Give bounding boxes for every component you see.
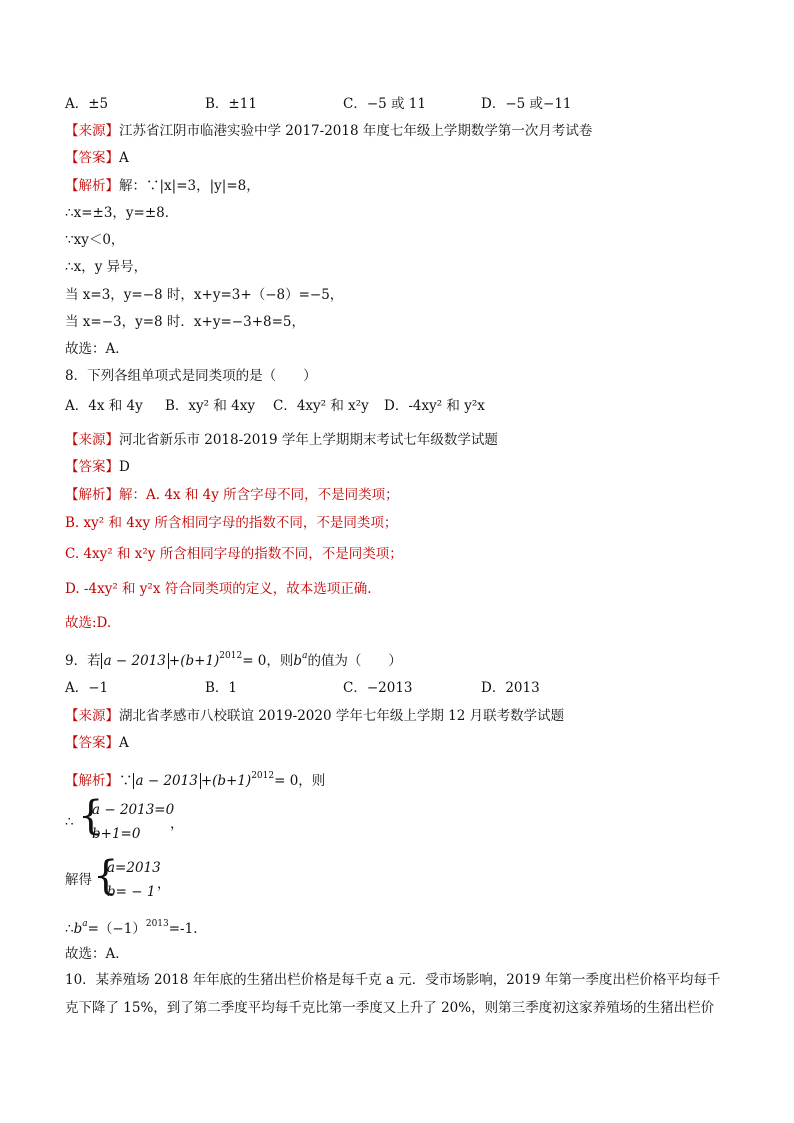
q9-option-a: A．−1 bbox=[65, 680, 109, 696]
q8-option-d: D．-4xy² 和 y²x bbox=[384, 398, 485, 414]
q7-analysis-line-4: ∴x，y 异号， bbox=[65, 259, 148, 275]
analysis-tag: 【解析】 bbox=[65, 773, 119, 789]
q8-option-a: A．4x 和 4y bbox=[65, 398, 143, 414]
analysis-text: 解：A. 4x 和 4y 所含字母不同，不是同类项； bbox=[119, 487, 399, 503]
q9-power-exponent: 2012 bbox=[219, 651, 243, 661]
q7-option-d: D．−5 或−11 bbox=[481, 96, 572, 112]
q7-analysis-line-3: ∵xy＜0， bbox=[65, 232, 125, 248]
q8-analysis-line-2: B. xy² 和 4xy 所含相同字母的指数不同，不是同类项； bbox=[65, 515, 398, 531]
result-base: b bbox=[73, 921, 83, 937]
answer-tag: 【答案】 bbox=[65, 735, 119, 751]
source-text: 河北省新乐市 2018-2019 学年上学期期末考试七年级数学试题 bbox=[119, 432, 498, 448]
q9-stem-prefix: 9．若 bbox=[65, 653, 101, 669]
q9-power-base: +(b+1) bbox=[200, 773, 252, 789]
q7-option-b: B．±11 bbox=[205, 96, 257, 112]
q7-analysis-line-2: ∴x=±3，y=±8． bbox=[65, 205, 179, 221]
q9-sys1-eq1: a − 2013=0 bbox=[92, 802, 175, 818]
answer-tag: 【答案】 bbox=[65, 459, 119, 475]
q7-analysis-line-6: 当 x=−3，y=8 时．x+y=−3+8=5， bbox=[65, 314, 306, 330]
analysis-text: 解：∵|x|=3，|y|=8， bbox=[119, 178, 260, 194]
q9-b-base: b bbox=[293, 653, 303, 669]
source-text: 江苏省江阴市临港实验中学 2017-2018 年度七年级上学期数学第一次月考试卷 bbox=[119, 123, 593, 139]
q9-a-exponent: a bbox=[302, 651, 308, 661]
answer-text: A bbox=[119, 735, 129, 751]
result-exponent-2: 2013 bbox=[145, 919, 169, 929]
q7-analysis-line-1 bbox=[65, 176, 260, 196]
source-tag: 【来源】 bbox=[65, 432, 119, 448]
q9-abs-expression: a − 2013 bbox=[133, 773, 201, 789]
q8-answer bbox=[65, 457, 130, 477]
q9-source bbox=[65, 706, 564, 726]
q8-source bbox=[65, 430, 498, 450]
q9-option-b: B．1 bbox=[205, 680, 238, 696]
answer-text: A bbox=[119, 150, 129, 166]
q10-line-1: 10．某养殖场 2018 年年底的生猪出栏价格是每千克 a 元．受市场影响，2019 年第一季度出栏价格平均每千 bbox=[65, 972, 721, 988]
q7-analysis-line-7: 故选：A． bbox=[65, 341, 129, 357]
q9-sys2-eq1: a=2013 bbox=[107, 860, 161, 876]
q7-source bbox=[65, 121, 592, 141]
q7-answer bbox=[65, 148, 129, 168]
q9-power-exponent: 2012 bbox=[251, 771, 275, 781]
result-tail: =-1. bbox=[168, 921, 198, 937]
therefore-symbol: ∴ bbox=[65, 921, 74, 937]
because-symbol: ∵ bbox=[119, 773, 133, 789]
q9-answer bbox=[65, 733, 129, 753]
left-brace: { bbox=[93, 853, 119, 899]
q8-analysis-line-4: D. -4xy² 和 y²x 符合同类项的定义，故本选项正确. bbox=[65, 581, 372, 597]
left-brace: { bbox=[78, 793, 104, 839]
q9-result bbox=[65, 914, 198, 939]
q9-option-c: C．−2013 bbox=[343, 680, 413, 696]
q8-analysis-line-1 bbox=[65, 485, 399, 505]
q9-final: 故选：A． bbox=[65, 946, 129, 962]
q9-analysis-line-1 bbox=[65, 766, 326, 791]
answer-tag: 【答案】 bbox=[65, 150, 119, 166]
q8-option-b: B．xy² 和 4xy bbox=[165, 398, 255, 414]
q8-option-c: C．4xy² 和 x²y bbox=[273, 398, 369, 414]
q9-therefore: ∴ bbox=[65, 814, 74, 830]
source-tag: 【来源】 bbox=[65, 123, 119, 139]
answer-text: D bbox=[119, 459, 130, 475]
result-equals: =（−1） bbox=[87, 921, 146, 937]
q9-equals: = 0，则 bbox=[274, 773, 326, 789]
q9-solve-word: 解得 bbox=[65, 872, 92, 888]
q9-power-base: +(b+1) bbox=[168, 653, 220, 669]
q8-analysis-line-3: C. 4xy² 和 x²y 所含相同字母的指数不同，不是同类项； bbox=[65, 546, 403, 562]
source-tag: 【来源】 bbox=[65, 708, 119, 724]
q9-equals: = 0，则 bbox=[242, 653, 294, 669]
q9-abs-expression: a − 2013 bbox=[101, 653, 169, 669]
q9-stem bbox=[65, 646, 402, 671]
source-text: 湖北省孝感市八校联谊 2019-2020 学年七年级上学期 12 月联考数学试题 bbox=[119, 708, 565, 724]
result-exponent: a bbox=[82, 919, 88, 929]
q8-analysis-line-5: 故选:D. bbox=[65, 615, 112, 631]
analysis-tag: 【解析】 bbox=[65, 178, 119, 194]
q9-sys1-comma: ， bbox=[170, 816, 184, 832]
q7-option-c: C．−5 或 11 bbox=[343, 96, 426, 112]
q9-sys2-eq2: b= − 1 bbox=[107, 884, 156, 900]
q9-sys2-comma: ， bbox=[157, 876, 171, 892]
q9-stem-suffix: 的值为（ ） bbox=[307, 653, 402, 669]
q9-sys1-eq2: b+1=0 bbox=[92, 826, 141, 842]
q10-line-2: 克下降了 15%，到了第二季度平均每千克比第一季度又上升了 20%，则第三季度初这家养殖场的生猪出栏价 bbox=[65, 1000, 715, 1016]
q9-option-d: D．2013 bbox=[481, 680, 540, 696]
q8-stem: 8．下列各组单项式是同类项的是（ ） bbox=[65, 368, 317, 384]
analysis-tag: 【解析】 bbox=[65, 487, 119, 503]
q7-option-a: A．±5 bbox=[65, 96, 109, 112]
q7-analysis-line-5: 当 x=3，y=−8 时，x+y=3+（−8）=−5， bbox=[65, 287, 344, 303]
